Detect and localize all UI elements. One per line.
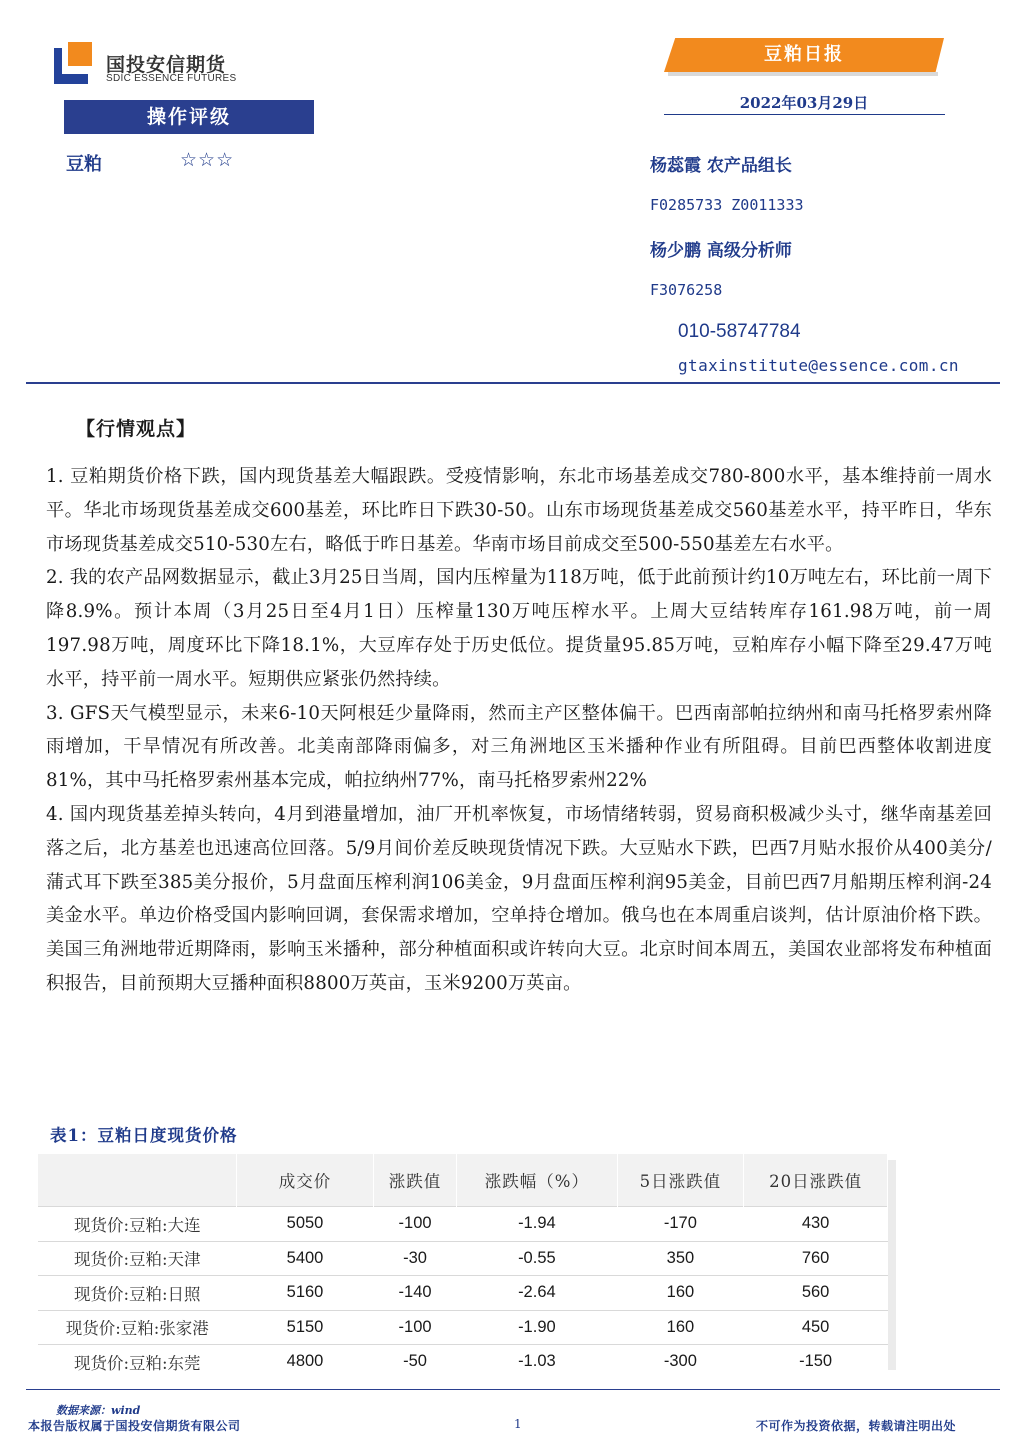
table-header-cell: 20日涨跌值 xyxy=(744,1154,888,1207)
table-header-cell: 5日涨跌值 xyxy=(617,1154,744,1207)
table-cell: 350 xyxy=(617,1241,744,1276)
paragraph-1: 1. 豆粕期货价格下跌，国内现货基差大幅跟跌。受疫情影响，东北市场基差成交780-800水平，基本维持前一周水平。华北市场现货基差成交600基差，环比昨日下跌30-50。山东市场现货基差成交560基差水平，持平昨日，华东市场现货基差成交510-530左右，略低于昨日基差。华南市场目前成交至500-550基差左右水平。 xyxy=(46,466,992,555)
paragraph-4: 4. 国内现货基差掉头转向，4月到港量增加，油厂开机率恢复，市场情绪转弱，贸易商积极减少头寸，继华南基差回落之后，北方基差也迅速高位回落。5/9月间价差反映现货情况下跌。大豆贴水下跌，巴西7月贴水报价从400美分/蒲式耳下跌至385美分报价，5月盘面压榨利润106美金，9月盘面压榨利润95美金，目前巴西7月船期压榨利润-24美金水平。单边价格受国内影响回调，套保需求增加，空单持仓增加。俄乌也在本周重启谈判，估计原油价格下跌。美国三角洲地带近期降雨，影响玉米播种，部分种植面积或许转向大豆。北京时间本周五，美国农业部将发布种植面积报告，目前预期大豆播种面积8800万英亩，玉米9200万英亩。 xyxy=(46,803,992,994)
contact-email-link[interactable]: gtaxinstitute@essence.com.cn xyxy=(678,356,959,375)
table-cell: -300 xyxy=(617,1345,744,1379)
table-header-cell: 涨跌幅（%） xyxy=(457,1154,618,1207)
table-row-label: 现货价:豆粕:天津 xyxy=(38,1241,237,1276)
paragraph-2: 2. 我的农产品网数据显示，截止3月25日当周，国内压榨量为118万吨，低于此前预计约10万吨左右，环比前一周下降8.9%。预计本周（3月25日至4月1日）压榨量130万吨压榨水平。上周大豆结转库存161.98万吨，前一周197.98万吨，周度环比下降18.1%，大豆库存处于历史低位。提货量95.85万吨，豆粕库存小幅下降至29.47万吨水平，持平前一周水平。短期供应紧张仍然持续。 xyxy=(46,567,992,690)
footer-copyright: 本报告版权属于国投安信期货有限公司 xyxy=(28,1419,241,1433)
table-cell: 5050 xyxy=(237,1207,374,1242)
table-header-cell: 成交价 xyxy=(237,1154,374,1207)
table-cell: 450 xyxy=(744,1310,888,1345)
table-row-label: 现货价:豆粕:东莞 xyxy=(38,1345,237,1379)
table-cell: 5400 xyxy=(237,1241,374,1276)
footer-disclaimer: 不可作为投资依据，转载请注明出处 xyxy=(756,1419,957,1433)
table-header-cell: 涨跌值 xyxy=(374,1154,457,1207)
date-underline xyxy=(664,114,945,115)
rating-row xyxy=(66,150,286,176)
spot-price-table xyxy=(38,1154,888,1379)
table-cell: 5150 xyxy=(237,1310,374,1345)
table-row xyxy=(38,1207,888,1242)
table-cell: -30 xyxy=(374,1241,457,1276)
analyst-1-code: F0285733 Z0011333 xyxy=(650,196,804,214)
table-cell: -1.03 xyxy=(457,1345,618,1379)
contact-phone: 010-58747784 xyxy=(678,321,801,342)
table-header-row xyxy=(38,1154,888,1207)
report-date: 2022年03月29日 xyxy=(739,94,869,112)
logo-mark-icon xyxy=(54,42,94,84)
table-row xyxy=(38,1310,888,1345)
table-row xyxy=(38,1276,888,1311)
market-commentary xyxy=(46,460,992,1001)
table-cell: -1.90 xyxy=(457,1310,618,1345)
table-cell: -0.55 xyxy=(457,1241,618,1276)
paragraph-3: 3. GFS天气模型显示，未来6-10天阿根廷少量降雨，然而主产区整体偏干。巴西南部帕拉纳州和南马托格罗索州降雨增加，干旱情况有所改善。北美南部降雨偏多，对三角洲地区玉米播种作业有所阻碍。目前巴西整体收割进度81%，其中马托格罗索州基本完成，帕拉纳州77%，南马托格罗索州22% xyxy=(46,702,992,792)
data-source: 数据来源：wind xyxy=(56,1404,141,1417)
rating-title-bar: 操作评级 xyxy=(64,100,314,134)
table-cell: 430 xyxy=(744,1207,888,1242)
table-row-label: 现货价:豆粕:张家港 xyxy=(38,1310,237,1345)
table-cell: 160 xyxy=(617,1310,744,1345)
table-row xyxy=(38,1241,888,1276)
logo-english-name: SDIC ESSENCE FUTURES xyxy=(106,73,237,84)
table-cell: 5160 xyxy=(237,1276,374,1311)
table-cell: -1.94 xyxy=(457,1207,618,1242)
page-number: 1 xyxy=(514,1417,522,1431)
analyst-2-code: F3076258 xyxy=(650,281,723,299)
table-cell: -150 xyxy=(744,1345,888,1379)
footer-divider xyxy=(26,1389,1000,1390)
analyst-2-name: 杨少鹏 高级分析师 xyxy=(650,241,792,261)
company-logo xyxy=(54,42,254,88)
logo-chinese-name: 国投安信期货 xyxy=(106,54,227,76)
table-row-label: 现货价:豆粕:日照 xyxy=(38,1276,237,1311)
table-row-label: 现货价:豆粕:大连 xyxy=(38,1207,237,1242)
report-name-tab xyxy=(664,38,944,72)
table-header-cell xyxy=(38,1154,237,1207)
rating-stars-icon: ☆☆☆ xyxy=(180,149,235,171)
table-cell: 4800 xyxy=(237,1345,374,1379)
table-cell: -100 xyxy=(374,1310,457,1345)
report-name: 豆粕日报 xyxy=(764,44,844,65)
table-cell: 560 xyxy=(744,1276,888,1311)
table-cell: -170 xyxy=(617,1207,744,1242)
table-cell: 160 xyxy=(617,1276,744,1311)
analyst-1-name: 杨蕊霞 农产品组长 xyxy=(650,156,792,176)
table-cell: 760 xyxy=(744,1241,888,1276)
table-cell: -2.64 xyxy=(457,1276,618,1311)
table-cell: -50 xyxy=(374,1345,457,1379)
table-caption: 表1：豆粕日度现货价格 xyxy=(50,1126,238,1145)
table-cell: -100 xyxy=(374,1207,457,1242)
table-row xyxy=(38,1345,888,1379)
table-cell: -140 xyxy=(374,1276,457,1311)
header-divider xyxy=(26,382,1000,384)
rating-product: 豆粕 xyxy=(66,154,102,175)
section-title: 【行情观点】 xyxy=(76,418,197,440)
